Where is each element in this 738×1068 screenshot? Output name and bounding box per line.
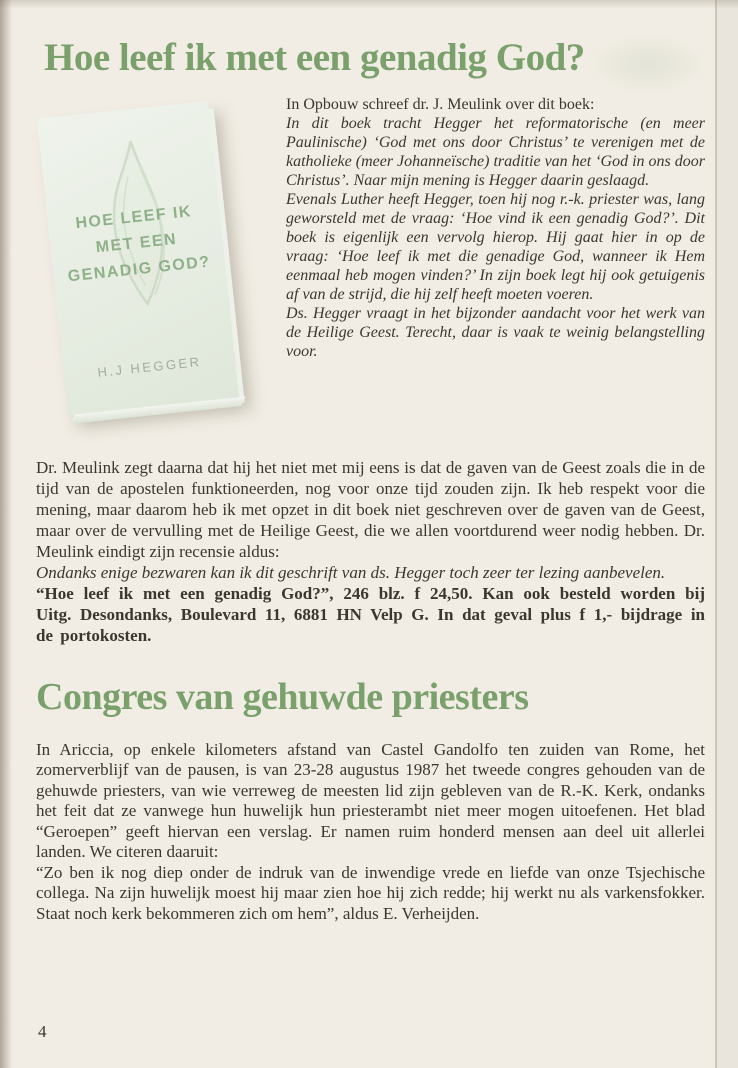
book-cover-title-line1: HOE LEEF IK <box>74 203 193 233</box>
article-body <box>36 457 705 646</box>
review-quote-column <box>286 95 705 445</box>
article-title-hoe-leef-ik: Hoe leef ik met een genadig God? <box>44 36 585 79</box>
book-cover-author: H.J HEGGER <box>96 353 203 380</box>
book-cover-title <box>47 196 226 291</box>
scan-edge-right-strip <box>717 0 738 1068</box>
book-review-row <box>36 93 705 445</box>
scan-edge-right-line <box>715 0 717 1068</box>
scan-edge-top <box>0 0 738 9</box>
book-cover-title-line3: GENADIG GOD? <box>67 253 212 286</box>
scan-edge-left <box>0 0 12 1068</box>
body-paragraph: Dr. Meulink zegt daarna dat hij het niet met mij eens is dat de gaven van de Geest zoals die in de tijd van de apostelen funktioneerden, nog voor onze tijd zouden zijn. Ik heb respekt voor die mening, maar daarom heb ik met opzet in dit boek niet geschreven over de gaven van de Geest, maar over de vervulling met de Heilige Geest, die we allen voortdurend weer nodig hebben. Dr. Meulink eindigt zijn recensie aldus: <box>36 457 705 561</box>
article-title-congres: Congres van gehuwde priesters <box>36 675 529 718</box>
book-photo-area <box>36 93 286 445</box>
review-quote-paragraph-3: Ds. Hegger vraagt in het bijzonder aandacht voor het werk van de Heilige Geest. Terecht, daar is vaak te weinig belangstelling voor. <box>286 304 705 360</box>
congres-paragraph-2: “Zo ben ik nog diep onder de indruk van de inwendige vrede en liefde van onze Tsjechische collega. Na zijn huwelijk moest hij maar zien hoe hij zich redde; hij werkt nu als varkensfokker. Staat noch kerk bekommeren zich om hem”, aldus E. Verheijden. <box>36 862 705 923</box>
congres-article-body <box>36 740 705 925</box>
book-cover <box>37 101 239 415</box>
body-quote: Ondanks enige bezwaren kan ik dit geschrift van ds. Hegger toch zeer ter lezing aanbevelen. <box>36 562 666 582</box>
order-info: “Hoe leef ik met een genadig God?”, 246 blz. f 24,50. Kan ook besteld worden bij Uitg. Desondanks, Boulevard 11, 6881 HN Velp G. In dat geval plus f 1,- bijdrage in de portokosten. <box>36 583 705 645</box>
congres-paragraph-1: In Ariccia, op enkele kilometers afstand van Castel Gandolfo ten zuiden van Rome, het zomerverblijf van de pausen, is van 23-28 augustus 1987 het tweede congres gehouden van de gehuwde priesters, van wie verreweg de meesten lid zijn gebleven van de R.-K. Kerk, ondanks het feit dat ze vanwege hun huwelijk hun priesterambt niet meer mogen uitoefenen. Het blad “Geroepen” geeft hiervan een verslag. Er namen ruim honderd mensen aan deel uit allerlei landen. We citeren daaruit: <box>36 739 705 862</box>
page-content <box>36 0 705 924</box>
book-cover-title-line2: MET EEN <box>94 230 178 257</box>
review-quote-paragraph-2: Evenals Luther heeft Hegger, toen hij nog r.-k. priester was, lang geworsteld met de vraag: ‘Hoe vind ik een genadig God?’. Dit boek is eigenlijk een vervolg hierop. Hij gaat hier in op de vraag: ‘Hoe leef ik met die genadige God, wanneer ik Hem eenmaal heb mogen vinden?’ In zijn boek legt hij ook getuigenis af van de strijd, die hij zelf heeft moeten voeren. <box>286 190 705 303</box>
review-quote-paragraph-1: In dit boek tracht Hegger het reformatorische (en meer Paulinische) ‘God met ons door Christus’ te verenigen met de katholieke (meer Johanneïsche) traditie van het ‘God in ons door Christus’. Naar mijn mening is Hegger daarin geslaagd. <box>286 114 705 189</box>
page-number: 4 <box>38 1022 47 1041</box>
review-intro: In Opbouw schreef dr. J. Meulink over dit boek: <box>286 95 595 113</box>
